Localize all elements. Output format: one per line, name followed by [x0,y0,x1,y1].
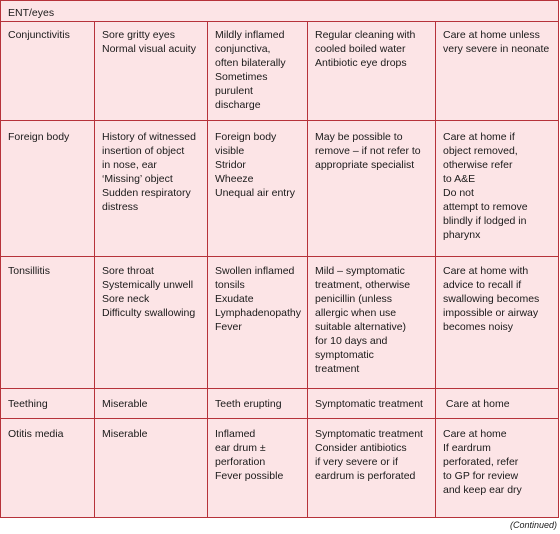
sign-line: Unequal air entry [215,187,295,199]
disposal-line: to A&E [443,173,476,185]
symptom-line: Miserable [102,428,148,440]
condition-cell [1,22,94,120]
signs-cell [207,22,307,120]
treatment-line: cooled boiled water [315,43,406,55]
treatment-line: allergic when use [315,307,397,319]
treatment-line: Symptomatic treatment [315,428,423,440]
sign-line: discharge [215,99,261,111]
treatment-line: treatment [315,363,360,375]
treatment-line: Antibiotic eye drops [315,57,407,69]
disposal-line: Do not [443,187,474,199]
treatment-line: appropriate specialist [315,159,415,171]
treatment-line: for 10 days and [315,335,388,347]
disposal-line: and keep ear dry [443,484,522,496]
sign-line: purulent [215,85,253,97]
treatment-cell [307,257,435,388]
signs-cell [207,121,307,256]
treatment-line: suitable alternative) [315,321,407,333]
disposal-line: advice to recall if [443,279,522,291]
symptom-line: Sore gritty eyes [102,29,175,41]
disposal-line: pharynx [443,229,481,241]
condition-cell [1,121,94,256]
sign-line: Fever [215,321,242,333]
table-row [1,21,558,120]
treatment-line: Regular cleaning with [315,29,416,41]
continued-label: (Continued) [509,520,557,530]
treatment-line: treatment, otherwise [315,279,411,291]
symptoms-cell [94,419,207,518]
symptom-line: Miserable [102,398,148,410]
disposal-cell [435,389,560,418]
table-row [1,418,558,518]
symptom-line: Normal visual acuity [102,43,196,55]
sign-line: Sometimes [215,71,268,83]
treatment-line: eardrum is perforated [315,470,416,482]
condition-cell [1,257,94,388]
disposal-line: Care at home [443,428,507,440]
disposal-line: Care at home if [443,131,515,143]
table-row [1,388,558,418]
symptom-line: History of witnessed [102,131,196,143]
symptom-line: in nose, ear [102,159,157,171]
symptom-line: Systemically unwell [102,279,194,291]
signs-cell [207,419,307,518]
signs-cell [207,257,307,388]
sign-line: Mildly inflamed [215,29,285,41]
sign-line: Wheeze [215,173,254,185]
disposal-line: swallowing becomes [443,293,540,305]
treatment-line: symptomatic [315,349,374,361]
disposal-line: perforated, refer [443,456,519,468]
disposal-line: blindly if lodged in [443,215,527,227]
condition-cell [1,389,94,418]
disposal-line: Care at home with [443,265,529,277]
treatment-cell [307,121,435,256]
sign-line: Lymphadenopathy [215,307,302,319]
treatment-cell [307,22,435,120]
disposal-cell [435,419,560,518]
sign-line: ear drum ± [215,442,266,454]
disposal-line: Care at home unless [443,29,540,41]
disposal-cell [435,121,560,256]
disposal-line: otherwise refer [443,159,513,171]
condition-name: Tonsillitis [8,265,51,277]
treatment-cell [307,389,435,418]
disposal-line: If eardrum [443,442,491,454]
condition-name: Teething [8,398,48,410]
disposal-line: very severe in neonate [443,43,550,55]
condition-name: Foreign body [8,131,70,143]
symptoms-cell [94,121,207,256]
sign-line: tonsils [215,279,245,291]
symptoms-cell [94,389,207,418]
condition-name: Otitis media [8,428,64,440]
symptom-line: Sore throat [102,265,154,277]
symptom-line: distress [102,201,139,213]
symptom-line: ‘Missing’ object [102,173,173,185]
treatment-line: Symptomatic treatment [315,398,423,410]
treatment-line: remove – if not refer to [315,145,421,157]
treatment-line: Consider antibiotics [315,442,407,454]
disposal-line: impossible or airway [443,307,539,319]
disposal-line: becomes noisy [443,321,514,333]
condition-cell [1,419,94,518]
sign-line: Inflamed [215,428,256,440]
sign-line: conjunctiva, [215,43,271,55]
symptom-line: Difficulty swallowing [102,307,196,319]
disposal-line: to GP for review [443,470,519,482]
table-row [1,256,558,388]
sign-line: Teeth erupting [215,398,282,410]
treatment-line: if very severe or if [315,456,398,468]
signs-cell [207,389,307,418]
symptom-line: Sudden respiratory [102,187,191,199]
sign-line: Foreign body [215,131,277,143]
sign-line: Exudate [215,293,254,305]
treatment-line: Mild – symptomatic [315,265,405,277]
sign-line: Swollen inflamed [215,265,295,277]
symptom-line: insertion of object [102,145,185,157]
section-title: ENT/eyes [8,7,55,19]
treatment-line: May be possible to [315,131,403,143]
sign-line: Fever possible [215,470,284,482]
sign-line: visible [215,145,245,157]
sign-line: perforation [215,456,266,468]
symptoms-cell [94,22,207,120]
sign-line: often bilaterally [215,57,286,69]
disposal-cell [435,257,560,388]
symptoms-cell [94,257,207,388]
table-row [1,120,558,256]
condition-name: Conjunctivitis [8,29,70,41]
sign-line: Stridor [215,159,246,171]
treatment-line: penicillin (unless [315,293,393,305]
treatment-cell [307,419,435,518]
disposal-line: object removed, [443,145,518,157]
disposal-line: attempt to remove [443,201,528,213]
symptom-line: Sore neck [102,293,150,305]
disposal-line: Care at home [443,398,510,410]
disposal-cell [435,22,560,120]
